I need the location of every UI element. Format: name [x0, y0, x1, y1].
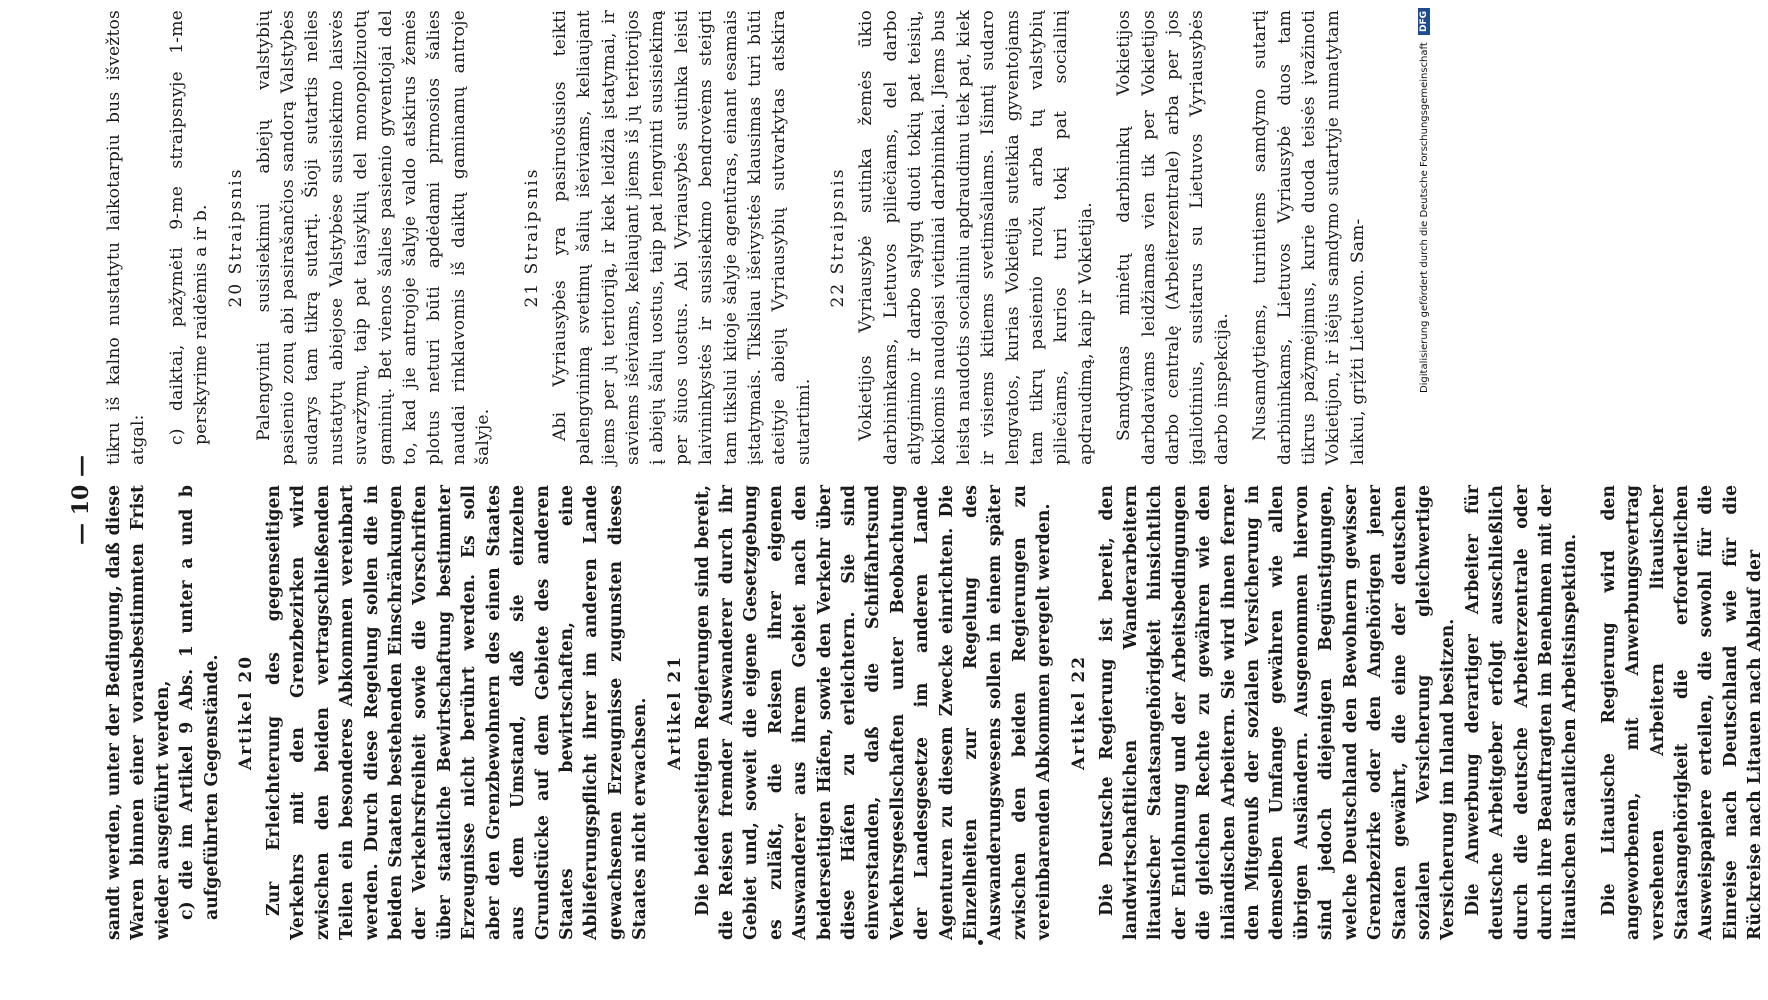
- article-heading: Artikel 21: [664, 654, 685, 771]
- straipsnis-heading: 21 Straipsnis: [521, 167, 542, 308]
- straipsnis-heading: 22 Straipsnis: [828, 167, 849, 308]
- german-paragraph: sandt werden, unter der Bedingung, daß diese Waren binnen einer vorausbestimmten Frist wieder ausgeführt werden,: [104, 485, 173, 940]
- lithuanian-paragraph: tikru iš kalno nustatytu laikotarpiu bus išvežtos atgal:: [104, 10, 149, 465]
- lithuanian-column: [102, 10, 1370, 465]
- german-paragraph: Die beiderseitigen Regierungen sind bereit, die Reisen fremder Auswanderer durch ihr Gebiet und, soweit die eigene Gesetzgebung es zuläßt, die Reisen ihrer eigenen Auswanderer aus ihrem Gebiet nach den beiderseitigen Häfen, sowie den Verkehr über diese Häfen zu erleichtern. Sie sind einverstanden, daß die Schiffahrtsund Verkehrsgesellschaften unter Beobachtung der Landesgesetze im anderen Lande Agenturen zu diesem Zwecke einrichten. Die Einzelheiten zur Regelung des Auswanderungswesens sollen in einem später zwischen den beiden Regierungen zu vereinbarenden Abkommen geregelt werden.: [692, 485, 1055, 940]
- digitization-credit: [1418, 8, 1432, 993]
- page-number-header: — 10 —: [68, 455, 94, 545]
- article-heading: Artikel 20: [236, 654, 257, 771]
- straipsnis-heading: 20 Straipsnis: [225, 167, 246, 308]
- lithuanian-paragraph: Nusamdytiems, turintiems samdymo sutartį darbininkams, Lietuvos Vyriausybė duos tam tikrus pažymėjimus, kurie duoda teisės įvažinoti Vokietijon, ir išėjus samdymo sutartyje numatytam laikui, grįžti Lietuvon. Sam-: [1250, 10, 1368, 465]
- lithuanian-paragraph: Abi Vyriausybės yra pasiruošusios teikti palengvinimą svetimų šalių išeiviams, keliaujant jiems per jų teritoriją, ir kiek leidžia įstatymai, ir saviems išeiviams, keliaujant jiems iš jų teritorijos į abiejų šalių uostus, taip pat lengvinti susisiekimą per šiuos uostus. Abi Vyriausybės sutinka leisti laivininkystės ir susisiekimo bendrovėms steigti tam tikslui kitoje šalyje agentūras, einant esamais įstatymais. Tiksliau išeivystės klausimas turi būti ateityje abiejų Vyriausybių sutvarkytas atskira sutartimi.: [549, 10, 814, 465]
- article-heading: Artikel 22: [1068, 654, 1089, 771]
- german-paragraph: Die Deutsche Regierung ist bereit, den landwirtschaftlichen Wanderarbeitern litauischer Staatsangehörigkeit hinsichtlich der Entlohnung und der Arbeitsbedingungen die gleichen Rechte zu gewähren wie den inländischen Arbeitern. Sie wird ihnen ferner den Mitgenuß der sozialen Versicherung in demselben Umfange gewähren wie allen übrigen Ausländern. Ausgenommen hiervon sind jedoch diejenigen Begünstigungen, welche Deutschland den Bewohnern gewisser Grenzbezirke oder den Angehörigen jener Staaten gewährt, die eine der deutschen sozialen Versicherung gleichwertige Versicherung im Inland besitzen.: [1096, 485, 1459, 940]
- lithuanian-paragraph: Palengvinti susisiekimui abiejų valstybių pasienio zonų abi pasirašančios sandorą Valstybės sudarys tam tikrą sutartį. Šioji sutartis nelies nustatytų abiejose Valstybėse susisiekimo laisvės suvaržymų, taip pat taisyklių del monopolizuotų gaminių. Bet vienos šalies pasienio gyventojai del to, kad jie antrojoje šalyje valdo atskirus žemės plotus neturi būti apdėdami pirmosios šalies naudai rinklavomis iš daiktų gaminamų antroje šalyje.: [253, 10, 494, 465]
- print-speck: [978, 940, 983, 945]
- german-paragraph: Die Anwerbung derartiger Arbeiter für deutsche Arbeitgeber erfolgt ausschließlich durch die deutsche Arbeiterzentrale oder durch ihre Beauftragten im Benehmen mit der litauischen staatlichen Arbeitsinspektion.: [1462, 485, 1581, 940]
- credit-text: Digitalisierung gefördert durch die Deutsche Forschungsgemeinschaft: [1419, 42, 1430, 394]
- german-paragraph: Die Litauische Regierung wird den angeworbenen, mit Anwerbungsvertrag versehenen Arbeitern litauischer Staatsangehörigkeit die erforderlichen Ausweispapiere erteilen, die sowohl für die Einreise nach Deutschland wie für die Rückreise nach Litauen nach Ablauf der: [1598, 485, 1766, 940]
- german-paragraph: c) die im Artikel 9 Abs. 1 unter a und b aufgeführten Gegenstände.: [177, 485, 222, 920]
- german-paragraph: Zur Erleichterung des gegenseitigen Verkehrs mit den Grenzbezirken wird zwischen den beiden vertragschließenden Teilen ein besonderes Abkommen vereinbart werden. Durch diese Regelung sollen die in beiden Staaten bestehenden Einschränkungen der Verkehrsfreiheit sowie die Vorschriften über staatliche Bewirtschaftung bestimmter Erzeugnisse nicht berührt werden. Es soll aber den Grenzbewohnern des einen Staates aus dem Umstand, daß sie einzelne Grundstücke auf dem Gebiete des anderen Staates bewirtschaften, eine Ablieferungspflicht ihrer im anderen Lande gewachsenen Erzeugnisse zugunsten dieses Staates nicht erwachsen.: [264, 485, 651, 940]
- german-column: [102, 485, 1768, 940]
- lithuanian-paragraph: c) daiktai, pažymėti 9-me straipsnyje 1-me perskyrime raidėmis a ir b.: [166, 10, 212, 445]
- lithuanian-paragraph: Vokietijos Vyriausybė sutinka žemės ūkio darbininkams, Lietuvos piliečiams, del darbo atlyginimo ir darbo sąlygų duoti tokių pat teisių, kokiomis naudojasi vietiniai darbininkai. Jiems bus leista naudotis socialiniu apdraudimu tiek pat, kiek ir visiems kitiems svetimšaliams. Išimtį sudaro lengvatos, kurias Vokietija suteikia gyventojams tam tikrų pasienio ruožų arba tų valstybių piliečiams, kurios turi tokį pat socialinį apdraudimą, kaip ir Vokietija.: [856, 10, 1096, 465]
- lithuanian-paragraph: Samdymas minėtų darbininkų Vokietijos darbdaviams leidžiamas vien tik per Vokietijos darbo centralę (Arbeiterzentrale) arba per jos įgaliotinius, susitarus su Lietuvos Vyriausybės darbo inspekcija.: [1114, 10, 1232, 465]
- dfg-logo-badge: DFG: [1418, 8, 1430, 35]
